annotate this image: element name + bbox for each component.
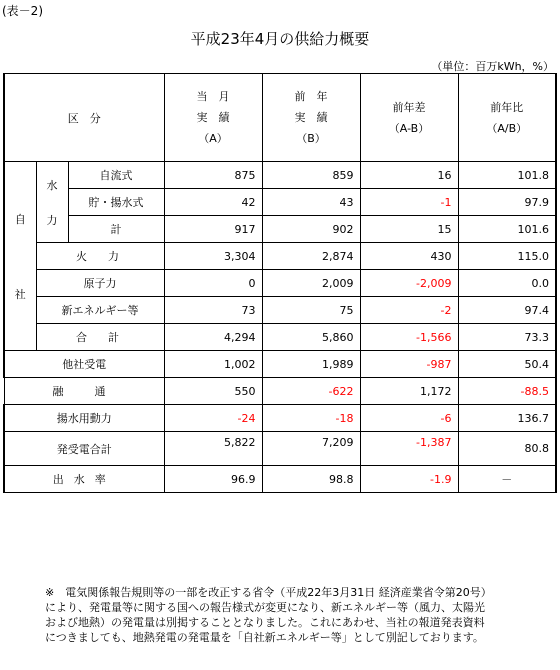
header-diff: 前年差 （A-B） (360, 74, 458, 162)
row-label: 他社受電 (4, 351, 164, 378)
header-previous: 前 年 実 績 （B） (262, 74, 360, 162)
row-label: 自流式 (68, 162, 164, 189)
table-row (4, 297, 556, 324)
cell-diff: 1,172 (360, 378, 458, 405)
cell-diff: -2 (360, 297, 458, 324)
cell-diff: -6 (360, 405, 458, 432)
row-label: 火 力 (36, 243, 164, 270)
cell-diff: -2,009 (360, 270, 458, 297)
cell-diff: 16 (360, 162, 458, 189)
cell-current: 3,304 (164, 243, 262, 270)
table-row (4, 378, 556, 405)
supply-table (3, 73, 557, 493)
cell-current: 42 (164, 189, 262, 216)
cell-current: 1,002 (164, 351, 262, 378)
cell-previous: 7,209 (262, 432, 360, 466)
header-row (4, 74, 556, 162)
header-ratio: 前年比 （A/B） (458, 74, 556, 162)
cell-current: 550 (164, 378, 262, 405)
row-label: 出水率 (4, 466, 164, 493)
table-row (4, 432, 556, 466)
cell-ratio: － (458, 466, 556, 493)
cell-previous: 2,009 (262, 270, 360, 297)
group-jisha: 自 社 (4, 162, 36, 351)
cell-ratio: 115.0 (458, 243, 556, 270)
cell-diff: -1,566 (360, 324, 458, 351)
table-row (4, 324, 556, 351)
cell-diff: 15 (360, 216, 458, 243)
cell-current: 875 (164, 162, 262, 189)
cell-diff: -1 (360, 189, 458, 216)
footnote (45, 585, 535, 645)
cell-ratio: 97.4 (458, 297, 556, 324)
row-label: 新エネルギー等 (36, 297, 164, 324)
row-label: 計 (68, 216, 164, 243)
cell-ratio: -88.5 (458, 378, 556, 405)
cell-diff: -1,387 (360, 432, 458, 466)
table-row (4, 270, 556, 297)
table-row (4, 189, 556, 216)
row-label: 貯・揚水式 (68, 189, 164, 216)
cell-previous: 75 (262, 297, 360, 324)
footnote-line: および地熱）の発電量は別掲することとなりました。これにあわせ、当社の報道発表資料 (45, 616, 485, 629)
cell-previous: 1,989 (262, 351, 360, 378)
row-label: 発受電合計 (4, 432, 164, 466)
cell-previous: 2,874 (262, 243, 360, 270)
table-row (4, 243, 556, 270)
cell-diff: 430 (360, 243, 458, 270)
cell-previous: 98.8 (262, 466, 360, 493)
page-title: 平成23年4月の供給力概要 (190, 30, 370, 48)
row-label: 融 通 (4, 378, 164, 405)
cell-current: 73 (164, 297, 262, 324)
table-row (4, 351, 556, 378)
cell-ratio: 80.8 (458, 432, 556, 466)
table-row (4, 466, 556, 493)
cell-ratio: 101.8 (458, 162, 556, 189)
cell-ratio: 101.6 (458, 216, 556, 243)
header-current: 当 月 実 績 （A） (164, 74, 262, 162)
cell-ratio: 97.9 (458, 189, 556, 216)
cell-current: 4,294 (164, 324, 262, 351)
footnote-line: につきましても、地熱発電の発電量を「自社新エネルギー等」として別記しております。 (45, 631, 484, 644)
cell-current: 5,822 (164, 432, 262, 466)
table-row (4, 405, 556, 432)
table-label: (表－2) (2, 4, 43, 18)
cell-previous: -18 (262, 405, 360, 432)
cell-ratio: 0.0 (458, 270, 556, 297)
cell-current: -24 (164, 405, 262, 432)
cell-diff: -1.9 (360, 466, 458, 493)
footnote-line: により、発電量等に関する国への報告様式が変更になり、新エネルギー等（風力、太陽光 (45, 601, 485, 614)
group-suiryoku: 水 力 (36, 162, 68, 243)
cell-current: 0 (164, 270, 262, 297)
table-row (4, 216, 556, 243)
cell-previous: 43 (262, 189, 360, 216)
cell-previous: 902 (262, 216, 360, 243)
cell-diff: -987 (360, 351, 458, 378)
header-category: 区 分 (4, 74, 164, 162)
cell-ratio: 73.3 (458, 324, 556, 351)
row-label: 合 計 (36, 324, 164, 351)
cell-previous: -622 (262, 378, 360, 405)
cell-ratio: 136.7 (458, 405, 556, 432)
unit-label: （単位：百万kWh，%） (431, 60, 554, 73)
cell-previous: 5,860 (262, 324, 360, 351)
footnote-line: ※ 電気関係報告規則等の一部を改正する省令（平成22年3月31日 経済産業省令第20号） (45, 586, 492, 599)
row-label: 原子力 (36, 270, 164, 297)
cell-previous: 859 (262, 162, 360, 189)
cell-current: 917 (164, 216, 262, 243)
cell-ratio: 50.4 (458, 351, 556, 378)
cell-current: 96.9 (164, 466, 262, 493)
row-label: 揚水用動力 (4, 405, 164, 432)
table-row (4, 162, 556, 189)
